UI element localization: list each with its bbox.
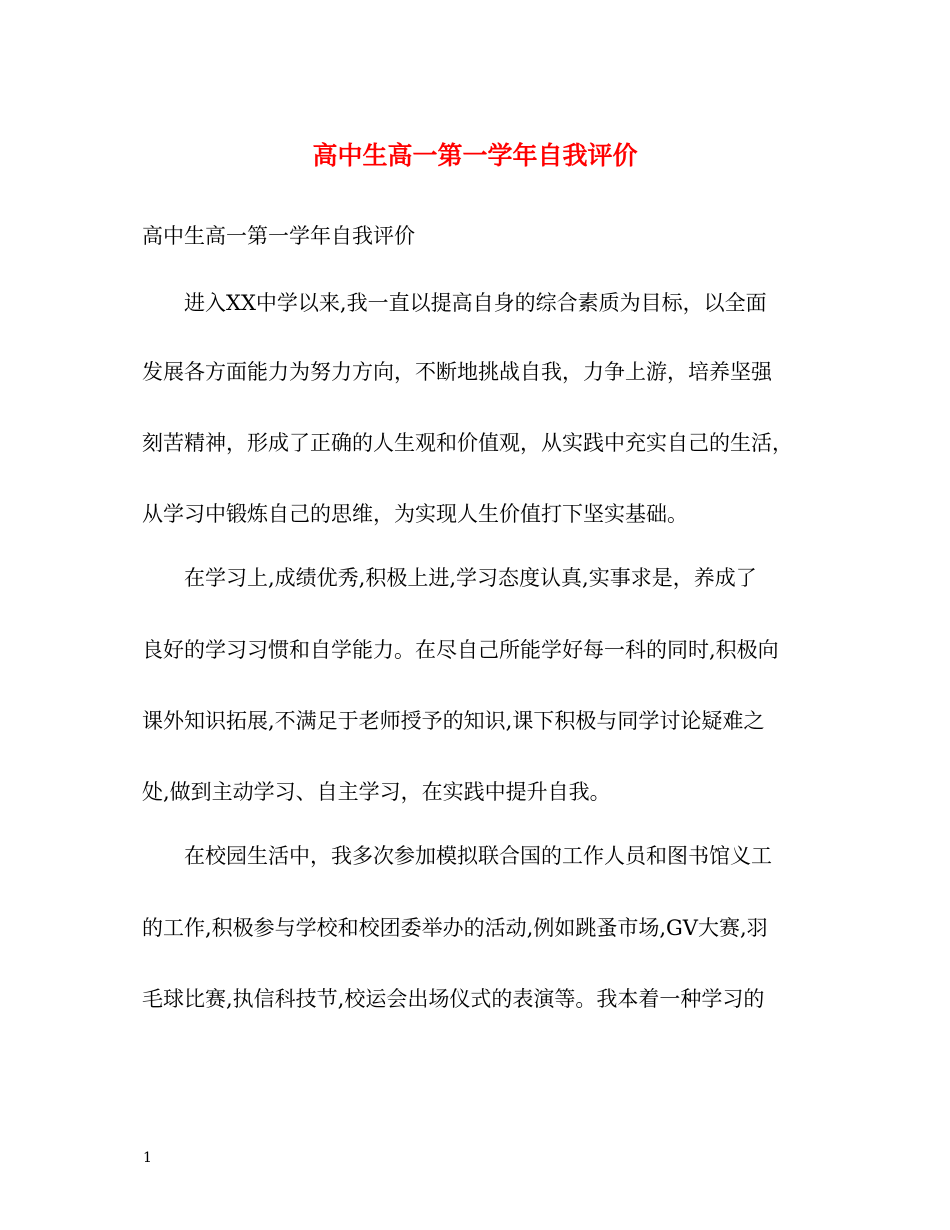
paragraph-2-line-4: 处,做到主动学习、自主学习，在实践中提升自我。 [142, 780, 611, 804]
paragraph-1-line-3: 刻苦精神，形成了正确的人生观和价值观，从实践中充实自己的生活， [142, 431, 793, 455]
paragraph-3-line-1: 在校园生活中，我多次参加模拟联合国的工作人员和图书馆义工 [184, 844, 772, 868]
document-title: 高中生高一第一学年自我评价 [312, 141, 638, 170]
paragraph-3-line-3: 毛球比赛,执信科技节,校运会出场仪式的表演等。我本着一种学习的 [142, 987, 765, 1011]
document-subtitle: 高中生高一第一学年自我评价 [142, 224, 415, 248]
paragraph-2-line-2: 良好的学习习惯和自学能力。在尽自己所能学好每一科的同时,积极向 [142, 638, 779, 662]
paragraph-1-line-4: 从学习中锻炼自己的思维，为实现人生价值打下坚实基础。 [142, 502, 688, 526]
paragraph-3-line-2: 的工作,积极参与学校和校团委举办的活动,例如跳蚤市场,GV大赛,羽 [142, 916, 768, 940]
paragraph-2-line-1: 在学习上,成绩优秀,积极上进,学习态度认真,实事求是，养成了 [184, 566, 757, 590]
paragraph-1-line-1: 进入XX中学以来,我一直以提高自身的综合素质为目标，以全面 [184, 291, 767, 315]
page-number: 1 [143, 1150, 152, 1166]
paragraph-2-line-3: 课外知识拓展,不满足于老师授予的知识,课下积极与同学讨论疑难之 [142, 709, 765, 733]
paragraph-1-line-2: 发展各方面能力为努力方向，不断地挑战自我，力争上游，培养坚强 [142, 360, 772, 384]
